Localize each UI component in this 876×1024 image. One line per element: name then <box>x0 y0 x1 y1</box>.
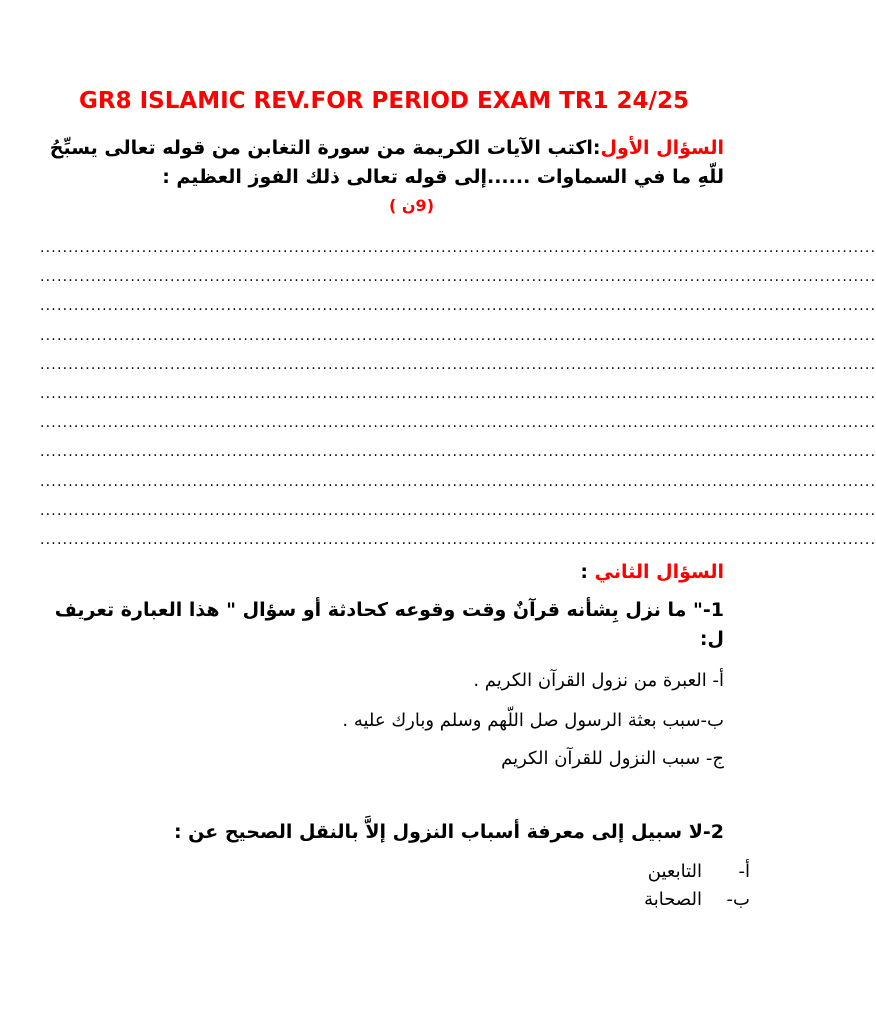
question-1-text: :اكتب الآيات الكريمة من سورة التغابن من قوله تعالى يسبِّحُ للّهِ ما في السماوات ......إلى قوله تعالى ذلك الفوز العظيم : <box>49 137 724 188</box>
question-2-label-suffix: : <box>580 561 595 583</box>
item-1-option-c[interactable]: ج- سبب النزول للقرآن الكريم <box>501 748 724 769</box>
answer-line[interactable]: .................................................................................................................................................... <box>40 356 876 373</box>
answer-lines[interactable] <box>40 234 876 555</box>
option-text: الصحابة <box>644 889 702 910</box>
question-1-label: السؤال الأول <box>600 137 724 159</box>
item-2-option-a[interactable] <box>648 858 750 886</box>
page-title: GR8 ISLAMIC REV.FOR PERIOD EXAM TR1 24/25 <box>79 88 689 114</box>
option-letter: أ- <box>738 861 750 882</box>
option-letter: ب- <box>726 889 750 910</box>
question-2-label: السؤال الثاني <box>594 561 724 583</box>
question-1-marks: (9ن ) <box>389 196 434 215</box>
answer-line[interactable]: .................................................................................................................................................... <box>40 502 876 519</box>
item-1-option-b[interactable]: ب-سبب بعثة الرسول صل اللّهم وسلم وبارك عليه . <box>342 710 724 731</box>
answer-line[interactable]: .................................................................................................................................................... <box>40 327 876 344</box>
question-2-item-1: 1-" ما نزل بِشأنه قرآنٌ وقت وقوعه كحادثة أو سؤال " هذا العبارة تعريف ل: <box>54 599 724 650</box>
answer-line[interactable]: .................................................................................................................................................... <box>40 240 876 256</box>
answer-line[interactable]: .................................................................................................................................................... <box>40 415 876 432</box>
item-2-option-b[interactable] <box>644 886 750 914</box>
answer-line[interactable]: .................................................................................................................................................... <box>40 473 876 490</box>
answer-line[interactable]: .................................................................................................................................................... <box>40 444 876 461</box>
answer-line[interactable]: .................................................................................................................................................... <box>40 385 876 402</box>
answer-line[interactable]: .................................................................................................................................................... <box>40 531 876 548</box>
question-2-item-2: 2-لا سبيل إلى معرفة أسباب النزول إلاَّ بالنقل الصحيح عن : <box>173 821 724 843</box>
answer-line[interactable]: .................................................................................................................................................... <box>40 269 876 286</box>
answer-line[interactable]: .................................................................................................................................................... <box>40 298 876 315</box>
question-1 <box>34 134 724 192</box>
item-1-option-a[interactable]: أ- العبرة من نزول القرآن الكريم . <box>473 670 724 691</box>
question-2-heading <box>34 558 724 587</box>
option-text: التابعين <box>647 861 702 882</box>
